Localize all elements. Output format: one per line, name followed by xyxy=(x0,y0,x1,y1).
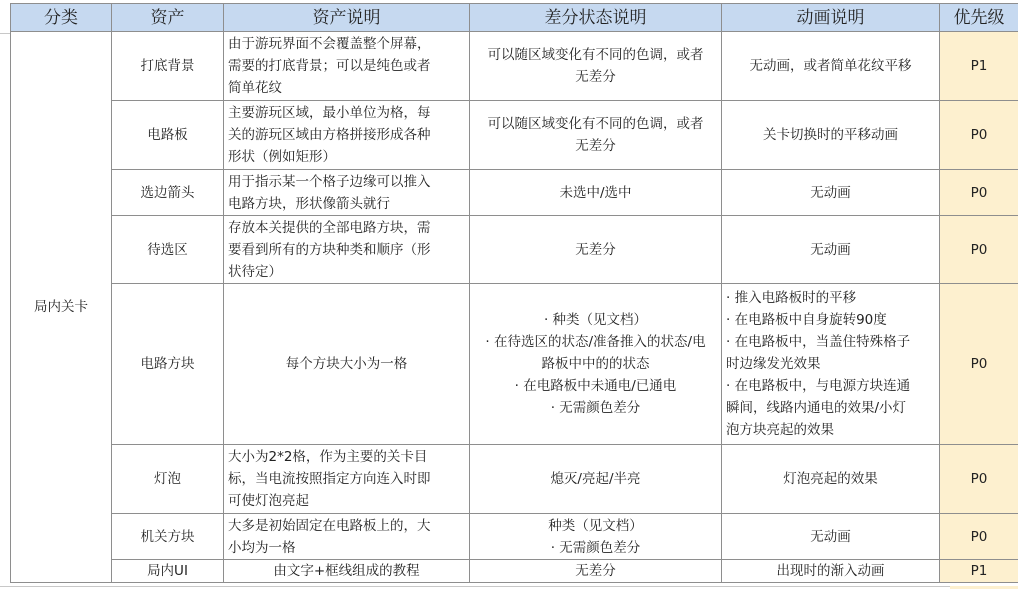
table-row xyxy=(11,560,1018,583)
header-asset-desc[interactable]: 资产说明 xyxy=(224,4,470,32)
cell-anim-desc[interactable] xyxy=(722,170,940,216)
cell-asset-desc-line: 状待定） xyxy=(228,263,282,280)
cell-asset-desc-line: 大小为2*2格，作为主要的关卡目 xyxy=(228,449,428,465)
cell-anim-desc-line: 时边缘发光效果 xyxy=(726,356,821,372)
table-bottom-line xyxy=(0,586,1018,587)
cell-diff-desc-line: 可以随区域变化有不同的色调，或者 xyxy=(487,47,704,63)
table-row xyxy=(11,284,1018,445)
header-asset[interactable]: 资产 xyxy=(112,4,224,32)
header-diff-desc[interactable]: 差分状态说明 xyxy=(470,4,722,32)
cell-diff-desc-line: 种类（见文档） xyxy=(548,517,643,534)
cell-diff-desc-line: 未选中/选中 xyxy=(559,184,632,201)
cell-asset-desc[interactable] xyxy=(224,216,470,284)
cell-diff-desc-line: · 在电路板中未通电/已通电 xyxy=(514,378,677,394)
cell-diff-desc[interactable] xyxy=(470,445,722,514)
cell-asset-desc-line: 关的游玩区域由方格拼接形成各种 xyxy=(228,127,431,143)
cell-anim-desc-line: 泡方块亮起的效果 xyxy=(726,422,834,438)
cell-asset-desc-line: 形状（例如矩形） xyxy=(228,149,336,165)
table-row xyxy=(11,216,1018,284)
cell-priority[interactable]: P1 xyxy=(940,560,1018,583)
cell-asset-desc-line: 标，当电流按照指定方向连入时即 xyxy=(228,471,431,487)
cell-diff-desc-line: · 种类（见文档） xyxy=(543,312,648,328)
cell-priority[interactable]: P0 xyxy=(940,284,1018,445)
row-gutter-line xyxy=(0,33,10,34)
cell-asset-desc-line: 每个方块大小为一格 xyxy=(285,356,408,372)
cell-diff-desc-line: 无差分 xyxy=(575,69,616,85)
cell-diff-desc[interactable] xyxy=(470,284,722,445)
cell-asset[interactable]: 局内UI xyxy=(112,560,224,583)
cell-diff-desc[interactable] xyxy=(470,560,722,583)
cell-anim-desc-line: · 推入电路板时的平移 xyxy=(726,290,857,306)
table-row xyxy=(11,514,1018,560)
header-row xyxy=(11,4,1018,32)
table-row xyxy=(11,445,1018,514)
cell-diff-desc-line: 无差分 xyxy=(575,563,616,579)
table-row xyxy=(11,101,1018,170)
cell-anim-desc[interactable] xyxy=(722,284,940,445)
cell-diff-desc-line: 无差分 xyxy=(575,138,616,154)
header-anim-desc[interactable]: 动画说明 xyxy=(722,4,940,32)
cell-diff-desc-line: · 无需颜色差分 xyxy=(550,400,641,416)
header-priority[interactable]: 优先级 xyxy=(940,4,1018,32)
cell-asset[interactable]: 电路板 xyxy=(112,101,224,170)
cell-asset-desc-line: 用于指示某一个格子边缘可以推入 xyxy=(228,173,431,190)
cell-diff-desc-line: 可以随区域变化有不同的色调，或者 xyxy=(487,116,704,132)
cell-anim-desc[interactable] xyxy=(722,560,940,583)
cell-anim-desc-line: 无动画，或者简单花纹平移 xyxy=(749,58,912,74)
cell-anim-desc-line: · 在电路板中自身旋转90度 xyxy=(726,312,887,328)
cell-diff-desc[interactable] xyxy=(470,32,722,101)
cell-asset-desc[interactable] xyxy=(224,514,470,560)
cell-anim-desc-line: 关卡切换时的平移动画 xyxy=(763,127,898,143)
cell-asset[interactable]: 选边箭头 xyxy=(112,170,224,216)
cell-anim-desc-line: 无动画 xyxy=(810,528,851,545)
cell-priority[interactable]: P0 xyxy=(940,514,1018,560)
cell-diff-desc[interactable] xyxy=(470,170,722,216)
cell-asset-desc[interactable] xyxy=(224,284,470,445)
cell-asset-desc-line: 简单花纹 xyxy=(228,80,282,96)
cell-diff-desc[interactable] xyxy=(470,101,722,170)
cell-priority[interactable]: P0 xyxy=(940,445,1018,514)
asset-spec-table xyxy=(10,3,1018,583)
cell-anim-desc[interactable] xyxy=(722,445,940,514)
cell-diff-desc-line: 路板中中的的状态 xyxy=(541,356,650,372)
cell-anim-desc-line: 出现时的渐入动画 xyxy=(776,563,885,579)
cell-asset[interactable]: 机关方块 xyxy=(112,514,224,560)
cell-diff-desc-line: · 无需颜色差分 xyxy=(550,539,641,556)
header-category[interactable]: 分类 xyxy=(11,4,112,32)
cell-priority[interactable]: P0 xyxy=(940,216,1018,284)
cell-asset-desc[interactable] xyxy=(224,170,470,216)
cell-asset-desc[interactable] xyxy=(224,560,470,583)
cell-anim-desc-line: 无动画 xyxy=(810,241,851,258)
cell-asset[interactable]: 打底背景 xyxy=(112,32,224,101)
cell-asset-desc[interactable] xyxy=(224,101,470,170)
cell-asset-desc-line: 主要游玩区域，最小单位为格，每 xyxy=(228,105,431,121)
cell-anim-desc[interactable] xyxy=(722,32,940,101)
cell-anim-desc-line: 无动画 xyxy=(810,184,851,201)
cell-asset-desc-line: 电路方块，形状像箭头就行 xyxy=(228,195,390,212)
cell-anim-desc[interactable] xyxy=(722,101,940,170)
cell-anim-desc[interactable] xyxy=(722,514,940,560)
cell-asset-desc-line: 要看到所有的方块种类和顺序（形 xyxy=(228,241,431,258)
cell-anim-desc[interactable] xyxy=(722,216,940,284)
cell-anim-desc-line: 灯泡亮起的效果 xyxy=(783,471,878,487)
cell-asset-desc-line: 可使灯泡亮起 xyxy=(228,493,309,509)
cell-priority[interactable]: P0 xyxy=(940,170,1018,216)
cell-priority[interactable]: P1 xyxy=(940,32,1018,101)
cell-asset-desc-line: 存放本关提供的全部电路方块，需 xyxy=(228,219,431,236)
cell-asset-desc-line: 由于游玩界面不会覆盖整个屏幕， xyxy=(228,36,431,52)
cell-diff-desc[interactable] xyxy=(470,216,722,284)
cell-asset-desc-line: 需要的打底背景；可以是纯色或者 xyxy=(228,58,431,74)
cell-diff-desc-line: 熄灭/亮起/半亮 xyxy=(550,471,641,487)
cell-asset-desc-line: 大多是初始固定在电路板上的，大 xyxy=(228,517,431,534)
cell-anim-desc-line: · 在电路板中，与电源方块连通 xyxy=(726,378,911,394)
table-row xyxy=(11,170,1018,216)
cell-diff-desc-line: 无差分 xyxy=(575,241,616,258)
table-row xyxy=(11,32,1018,101)
cell-anim-desc-line: · 在电路板中，当盖住特殊格子 xyxy=(726,334,911,350)
cell-asset-desc[interactable] xyxy=(224,32,470,101)
cell-asset-desc[interactable] xyxy=(224,445,470,514)
cell-priority[interactable]: P0 xyxy=(940,101,1018,170)
cell-asset[interactable]: 电路方块 xyxy=(112,284,224,445)
cell-asset[interactable]: 灯泡 xyxy=(112,445,224,514)
cell-category[interactable]: 局内关卡 xyxy=(11,32,112,583)
cell-asset-desc-line: 由文字+框线组成的教程 xyxy=(273,563,420,579)
cell-anim-desc-line: 瞬间，线路内通电的效果/小灯 xyxy=(726,400,907,416)
cell-asset-desc-line: 小均为一格 xyxy=(228,539,296,556)
cell-asset[interactable]: 待选区 xyxy=(112,216,224,284)
cell-diff-desc[interactable] xyxy=(470,514,722,560)
cell-diff-desc-line: · 在待选区的状态/准备推入的状态/电 xyxy=(485,334,706,350)
